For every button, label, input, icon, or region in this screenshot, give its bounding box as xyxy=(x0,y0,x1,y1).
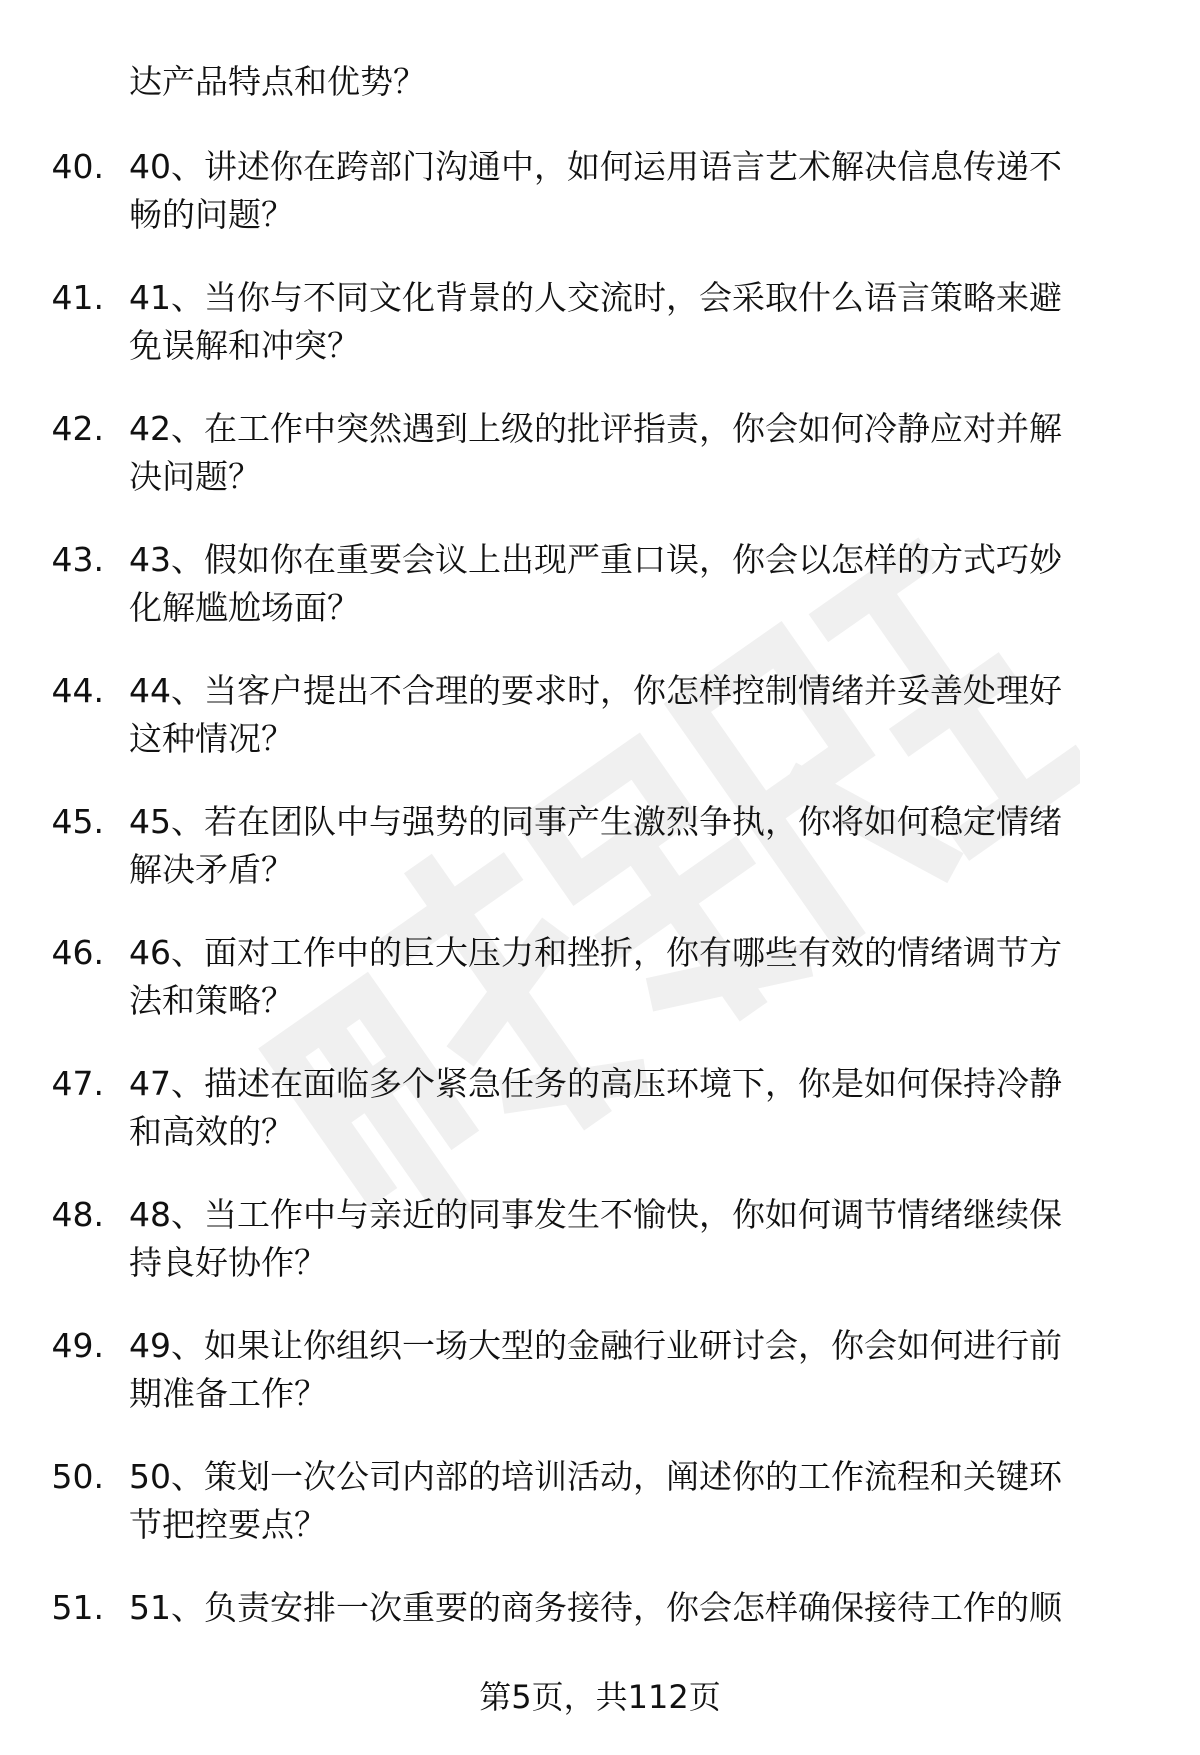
question-number: 40. xyxy=(51,147,104,186)
question-text-line: 和高效的？ xyxy=(129,1112,294,1151)
question-number: 43. xyxy=(51,540,104,579)
question-text-line: 50、策划一次公司内部的培训活动，阐述你的工作流程和关键环 xyxy=(129,1457,1062,1496)
question-text xyxy=(129,405,1149,501)
question-text-line: 法和策略？ xyxy=(129,981,294,1020)
question-text-line: 这种情况？ xyxy=(129,719,294,758)
question-number: 45. xyxy=(51,802,104,841)
question-text xyxy=(129,536,1149,632)
question-text-line: 45、若在团队中与强势的同事产生激烈争执，你将如何稳定情绪 xyxy=(129,802,1062,841)
question-number: 44. xyxy=(51,671,104,710)
list-item xyxy=(0,929,1200,1060)
question-text-line: 化解尴尬场面？ xyxy=(129,588,360,627)
page-footer: 第5页，共112页 xyxy=(479,1678,721,1716)
question-text-line: 42、在工作中突然遇到上级的批评指责，你会如何冷静应对并解 xyxy=(129,409,1062,448)
question-text-line: 解决矛盾？ xyxy=(129,850,294,889)
list-item xyxy=(0,1322,1200,1453)
question-list xyxy=(0,143,1200,1715)
question-text xyxy=(129,1584,1149,1632)
list-item xyxy=(0,1060,1200,1191)
question-text xyxy=(129,798,1149,894)
list-item xyxy=(0,274,1200,405)
question-number: 51. xyxy=(51,1588,104,1627)
question-text xyxy=(129,667,1149,763)
question-number: 46. xyxy=(51,933,104,972)
question-number: 47. xyxy=(51,1064,104,1103)
list-item xyxy=(0,798,1200,929)
question-text-line: 46、面对工作中的巨大压力和挫折，你有哪些有效的情绪调节方 xyxy=(129,933,1062,972)
continuation-line: 达产品特点和优势？ xyxy=(129,62,426,101)
question-number: 48. xyxy=(51,1195,104,1234)
question-text-line: 决问题？ xyxy=(129,457,261,496)
question-text-line: 持良好协作？ xyxy=(129,1243,327,1282)
question-text-line: 免误解和冲突？ xyxy=(129,326,360,365)
question-text xyxy=(129,929,1149,1025)
question-text-line: 节把控要点？ xyxy=(129,1505,327,1544)
question-text xyxy=(129,143,1149,239)
question-text-line: 畅的问题？ xyxy=(129,195,294,234)
question-number: 42. xyxy=(51,409,104,448)
question-text-line: 44、当客户提出不合理的要求时，你怎样控制情绪并妥善处理好 xyxy=(129,671,1062,710)
question-text-line: 41、当你与不同文化背景的人交流时，会采取什么语言策略来避 xyxy=(129,278,1062,317)
question-text-line: 40、讲述你在跨部门沟通中，如何运用语言艺术解决信息传递不 xyxy=(129,147,1062,186)
question-text xyxy=(129,1322,1149,1418)
question-number: 49. xyxy=(51,1326,104,1365)
question-text-line: 49、如果让你组织一场大型的金融行业研讨会，你会如何进行前 xyxy=(129,1326,1062,1365)
question-number: 41. xyxy=(51,278,104,317)
question-text-line: 47、描述在面临多个紧急任务的高压环境下，你是如何保持冷静 xyxy=(129,1064,1062,1103)
list-item xyxy=(0,405,1200,536)
question-number: 50. xyxy=(51,1457,104,1496)
list-item xyxy=(0,143,1200,274)
list-item xyxy=(0,667,1200,798)
question-text xyxy=(129,1191,1149,1287)
question-text-line: 期准备工作？ xyxy=(129,1374,327,1413)
list-item xyxy=(0,1191,1200,1322)
question-text-line: 48、当工作中与亲近的同事发生不愉快，你如何调节情绪继续保 xyxy=(129,1195,1062,1234)
question-text-line: 51、负责安排一次重要的商务接待，你会怎样确保接待工作的顺 xyxy=(129,1588,1062,1627)
question-text xyxy=(129,1453,1149,1549)
question-text xyxy=(129,1060,1149,1156)
list-item xyxy=(0,1453,1200,1584)
question-text xyxy=(129,274,1149,370)
question-text-line: 43、假如你在重要会议上出现严重口误，你会以怎样的方式巧妙 xyxy=(129,540,1062,579)
list-item xyxy=(0,536,1200,667)
